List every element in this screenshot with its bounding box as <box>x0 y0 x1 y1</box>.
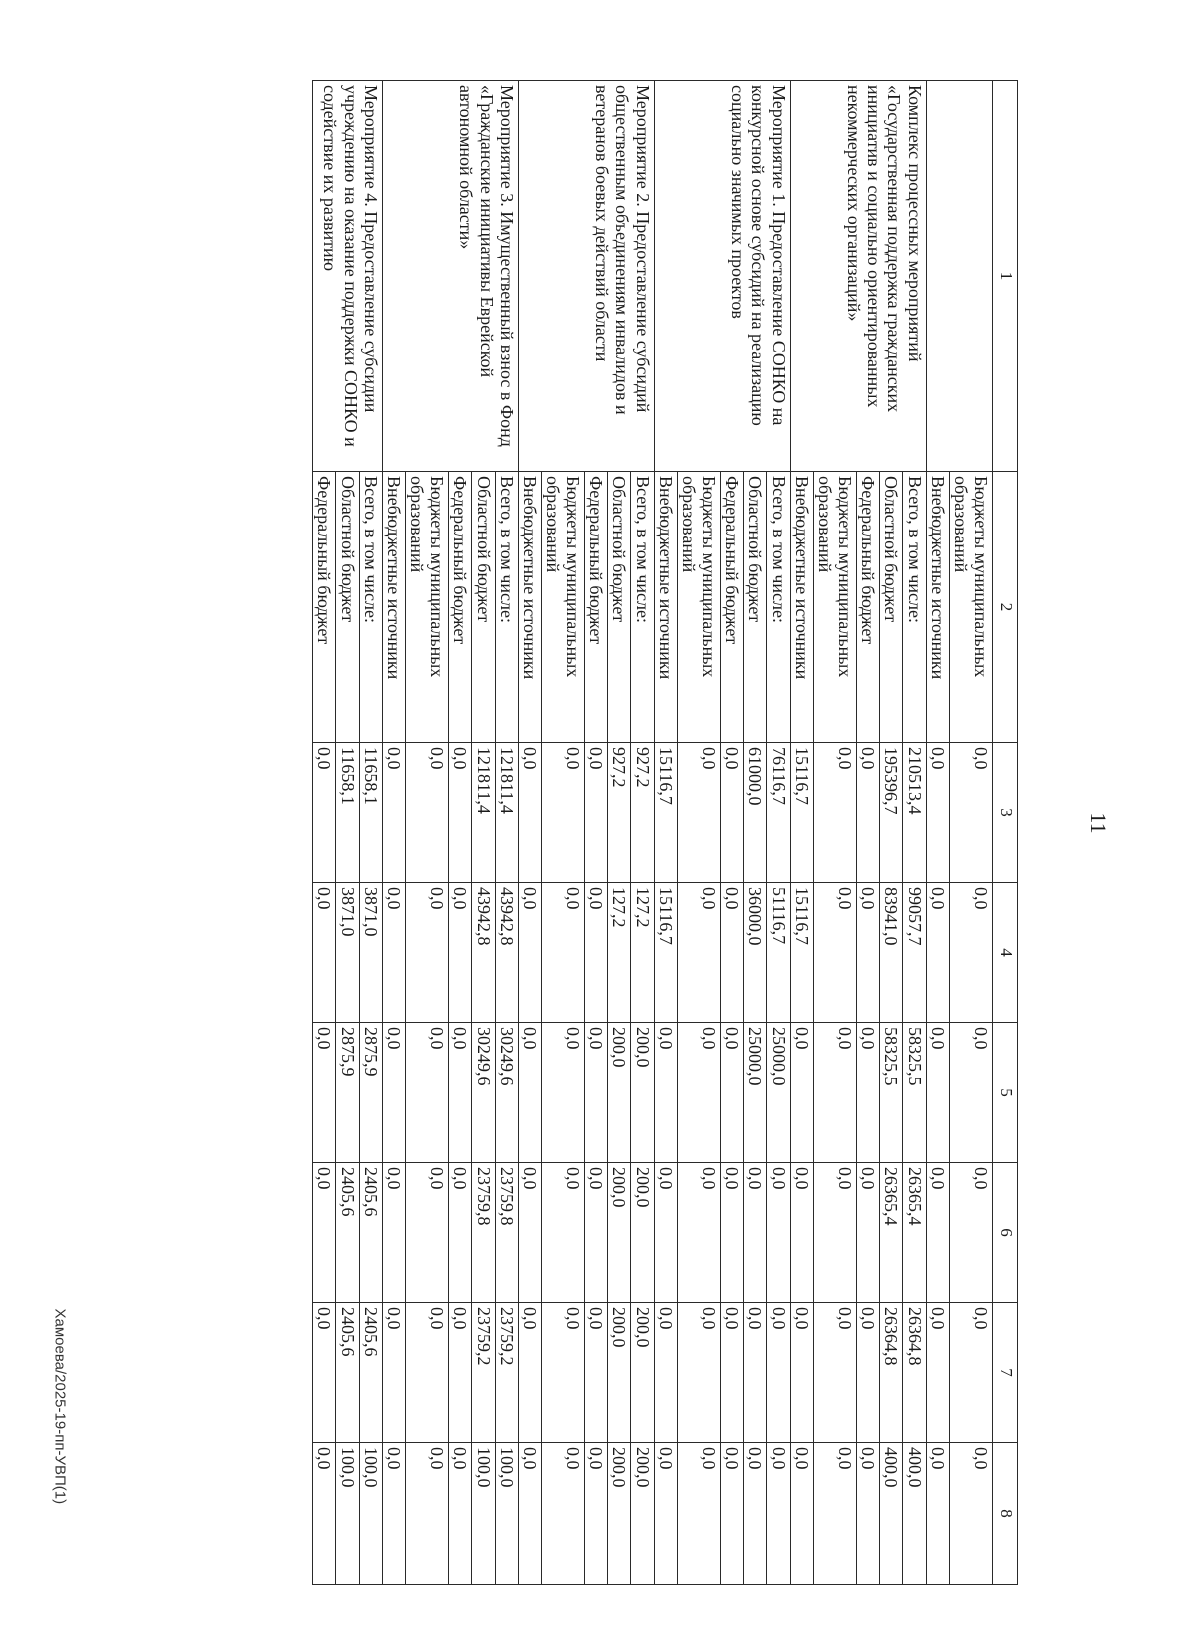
amount-cell: 0,0 <box>654 1443 677 1585</box>
amount-cell: 2875,9 <box>359 1023 382 1163</box>
column-number: 4 <box>993 883 1018 1023</box>
amount-cell: 210513,4 <box>903 743 926 883</box>
amount-cell: 0,0 <box>721 1443 744 1585</box>
amount-cell: 0,0 <box>313 1023 336 1163</box>
amount-cell: 0,0 <box>857 743 880 883</box>
funding-source-cell: Внебюджетные источники <box>654 472 677 743</box>
column-number: 2 <box>993 472 1018 743</box>
amount-cell: 200,0 <box>631 1443 654 1585</box>
amount-cell: 30249,6 <box>472 1023 495 1163</box>
amount-cell: 121811,4 <box>472 743 495 883</box>
amount-cell: 58325,5 <box>903 1023 926 1163</box>
amount-cell: 0,0 <box>541 1443 584 1585</box>
amount-cell: 0,0 <box>449 1443 472 1585</box>
amount-cell: 0,0 <box>654 1023 677 1163</box>
amount-cell: 0,0 <box>677 1443 720 1585</box>
amount-cell: 99057,7 <box>903 883 926 1023</box>
amount-cell: 61000,0 <box>744 743 767 883</box>
amount-cell: 15116,7 <box>654 883 677 1023</box>
table-row <box>903 81 926 1585</box>
amount-cell: 0,0 <box>721 743 744 883</box>
funding-source-cell: Всего, в том числе: <box>359 472 382 743</box>
amount-cell: 3871,0 <box>336 883 359 1023</box>
column-number: 7 <box>993 1303 1018 1443</box>
amount-cell: 927,2 <box>608 743 631 883</box>
amount-cell: 26364,8 <box>880 1303 903 1443</box>
amount-cell: 23759,2 <box>472 1303 495 1443</box>
amount-cell: 127,2 <box>631 883 654 1023</box>
amount-cell: 0,0 <box>449 1023 472 1163</box>
funding-source-cell: Федеральный бюджет <box>857 472 880 743</box>
column-number: 1 <box>993 81 1018 472</box>
amount-cell: 30249,6 <box>495 1023 518 1163</box>
amount-cell: 23759,8 <box>472 1163 495 1303</box>
amount-cell: 100,0 <box>359 1443 382 1585</box>
measure-title-cell: Мероприятие 1. Предоставление СОНКО на конкурсной основе субсидий на реализацию социально значимых проектов <box>654 81 790 472</box>
amount-cell: 0,0 <box>585 883 608 1023</box>
amount-cell: 0,0 <box>449 1303 472 1443</box>
amount-cell: 0,0 <box>677 1023 720 1163</box>
amount-cell: 0,0 <box>405 1023 448 1163</box>
column-number: 6 <box>993 1163 1018 1303</box>
amount-cell: 0,0 <box>790 1023 813 1163</box>
amount-cell: 0,0 <box>857 1303 880 1443</box>
amount-cell: 0,0 <box>721 1303 744 1443</box>
amount-cell: 11658,1 <box>359 743 382 883</box>
measure-title-cell: Мероприятие 2. Предоставление субсидий общественным объединениям инвалидов и ветеранов боевых действий области <box>518 81 654 472</box>
amount-cell: 0,0 <box>382 1023 405 1163</box>
amount-cell: 0,0 <box>677 1163 720 1303</box>
amount-cell: 0,0 <box>949 1163 992 1303</box>
amount-cell: 25000,0 <box>744 1023 767 1163</box>
amount-cell: 25000,0 <box>767 1023 790 1163</box>
funding-source-cell: Бюджеты муниципальных образований <box>813 472 856 743</box>
amount-cell: 195396,7 <box>880 743 903 883</box>
amount-cell: 121811,4 <box>495 743 518 883</box>
column-number: 3 <box>993 743 1018 883</box>
amount-cell: 0,0 <box>541 883 584 1023</box>
measure-title-cell <box>926 81 992 472</box>
amount-cell: 2405,6 <box>359 1303 382 1443</box>
amount-cell: 0,0 <box>949 883 992 1023</box>
amount-cell: 0,0 <box>926 743 949 883</box>
amount-cell: 0,0 <box>790 1303 813 1443</box>
amount-cell: 0,0 <box>949 743 992 883</box>
amount-cell: 0,0 <box>405 1303 448 1443</box>
funding-source-cell: Всего, в том числе: <box>495 472 518 743</box>
amount-cell: 200,0 <box>608 1303 631 1443</box>
amount-cell: 0,0 <box>313 1303 336 1443</box>
amount-cell: 0,0 <box>518 883 541 1023</box>
amount-cell: 100,0 <box>472 1443 495 1585</box>
amount-cell: 0,0 <box>518 1303 541 1443</box>
table-row <box>949 81 992 1585</box>
amount-cell: 0,0 <box>813 1163 856 1303</box>
page-number: 11 <box>1086 812 1111 834</box>
table-row <box>767 81 790 1585</box>
amount-cell: 0,0 <box>790 1163 813 1303</box>
funding-source-cell: Всего, в том числе: <box>767 472 790 743</box>
amount-cell: 0,0 <box>313 743 336 883</box>
amount-cell: 0,0 <box>813 1443 856 1585</box>
amount-cell: 11658,1 <box>336 743 359 883</box>
amount-cell: 0,0 <box>313 1443 336 1585</box>
amount-cell: 200,0 <box>608 1023 631 1163</box>
funding-source-cell: Всего, в том числе: <box>903 472 926 743</box>
amount-cell: 0,0 <box>405 1163 448 1303</box>
amount-cell: 0,0 <box>767 1303 790 1443</box>
amount-cell: 43942,8 <box>472 883 495 1023</box>
amount-cell: 15116,7 <box>654 743 677 883</box>
column-number: 8 <box>993 1443 1018 1585</box>
document-reference: Хамоева/2025-19-пп-УВП(1) <box>51 1308 69 1505</box>
amount-cell: 0,0 <box>721 883 744 1023</box>
amount-cell: 0,0 <box>382 1443 405 1585</box>
funding-source-cell: Бюджеты муниципальных образований <box>405 472 448 743</box>
amount-cell: 0,0 <box>857 1443 880 1585</box>
amount-cell: 0,0 <box>585 1163 608 1303</box>
amount-cell: 0,0 <box>744 1303 767 1443</box>
amount-cell: 2875,9 <box>336 1023 359 1163</box>
amount-cell: 0,0 <box>677 1303 720 1443</box>
amount-cell: 0,0 <box>744 1443 767 1585</box>
amount-cell: 0,0 <box>405 743 448 883</box>
amount-cell: 0,0 <box>449 743 472 883</box>
amount-cell: 0,0 <box>813 743 856 883</box>
amount-cell: 0,0 <box>518 1163 541 1303</box>
amount-cell: 26365,4 <box>903 1163 926 1303</box>
amount-cell: 36000,0 <box>744 883 767 1023</box>
amount-cell: 100,0 <box>495 1443 518 1585</box>
amount-cell: 43942,8 <box>495 883 518 1023</box>
amount-cell: 0,0 <box>790 1443 813 1585</box>
funding-source-cell: Бюджеты муниципальных образований <box>541 472 584 743</box>
amount-cell: 23759,2 <box>495 1303 518 1443</box>
amount-cell: 0,0 <box>585 743 608 883</box>
amount-cell: 0,0 <box>813 883 856 1023</box>
measure-title-cell: Мероприятие 4. Предоставление субсидии учреждению на оказание поддержки СОНКО и содействие их развитию <box>313 81 382 472</box>
amount-cell: 0,0 <box>926 1163 949 1303</box>
amount-cell: 0,0 <box>382 883 405 1023</box>
rotated-table-container <box>121 80 1018 1518</box>
amount-cell: 0,0 <box>541 1303 584 1443</box>
column-number: 5 <box>993 1023 1018 1163</box>
amount-cell: 0,0 <box>926 1023 949 1163</box>
funding-source-cell: Областной бюджет <box>336 472 359 743</box>
amount-cell: 2405,6 <box>336 1163 359 1303</box>
amount-cell: 15116,7 <box>790 883 813 1023</box>
amount-cell: 0,0 <box>677 883 720 1023</box>
funding-source-cell: Внебюджетные источники <box>518 472 541 743</box>
funding-source-cell: Областной бюджет <box>472 472 495 743</box>
amount-cell: 0,0 <box>926 1443 949 1585</box>
amount-cell: 0,0 <box>382 1163 405 1303</box>
funding-source-cell: Внебюджетные источники <box>926 472 949 743</box>
amount-cell: 0,0 <box>585 1443 608 1585</box>
funding-source-cell: Всего, в том числе: <box>631 472 654 743</box>
amount-cell: 0,0 <box>949 1443 992 1585</box>
amount-cell: 2405,6 <box>359 1163 382 1303</box>
amount-cell: 15116,7 <box>790 743 813 883</box>
amount-cell: 0,0 <box>405 1443 448 1585</box>
amount-cell: 0,0 <box>313 883 336 1023</box>
amount-cell: 0,0 <box>677 743 720 883</box>
amount-cell: 3871,0 <box>359 883 382 1023</box>
amount-cell: 200,0 <box>631 1023 654 1163</box>
amount-cell: 51116,7 <box>767 883 790 1023</box>
amount-cell: 0,0 <box>767 1443 790 1585</box>
amount-cell: 0,0 <box>813 1023 856 1163</box>
amount-cell: 26364,8 <box>903 1303 926 1443</box>
funding-source-cell: Областной бюджет <box>608 472 631 743</box>
table-row <box>495 81 518 1585</box>
amount-cell: 0,0 <box>857 1023 880 1163</box>
amount-cell: 0,0 <box>541 743 584 883</box>
amount-cell: 0,0 <box>405 883 448 1023</box>
amount-cell: 0,0 <box>541 1023 584 1163</box>
amount-cell: 0,0 <box>585 1303 608 1443</box>
amount-cell: 0,0 <box>449 883 472 1023</box>
amount-cell: 0,0 <box>518 743 541 883</box>
amount-cell: 26365,4 <box>880 1163 903 1303</box>
budget-table <box>312 80 1018 1585</box>
funding-source-cell: Федеральный бюджет <box>721 472 744 743</box>
amount-cell: 0,0 <box>721 1023 744 1163</box>
amount-cell: 76116,7 <box>767 743 790 883</box>
amount-cell: 200,0 <box>608 1163 631 1303</box>
amount-cell: 0,0 <box>585 1023 608 1163</box>
amount-cell: 0,0 <box>382 743 405 883</box>
amount-cell: 400,0 <box>903 1443 926 1585</box>
funding-source-cell: Бюджеты муниципальных образований <box>949 472 992 743</box>
measure-title-cell: Комплекс процессных мероприятий «Государственная поддержка гражданских инициатив и социально ориентированных некоммерческих организаций» <box>790 81 926 472</box>
funding-source-cell: Бюджеты муниципальных образований <box>677 472 720 743</box>
amount-cell: 127,2 <box>608 883 631 1023</box>
amount-cell: 0,0 <box>382 1303 405 1443</box>
amount-cell: 0,0 <box>857 1163 880 1303</box>
amount-cell: 0,0 <box>518 1023 541 1163</box>
amount-cell: 2405,6 <box>336 1303 359 1443</box>
funding-source-cell: Внебюджетные источники <box>382 472 405 743</box>
amount-cell: 0,0 <box>767 1163 790 1303</box>
amount-cell: 0,0 <box>518 1443 541 1585</box>
amount-cell: 0,0 <box>654 1163 677 1303</box>
amount-cell: 0,0 <box>926 883 949 1023</box>
amount-cell: 100,0 <box>336 1443 359 1585</box>
budget-table-body <box>313 81 1018 1585</box>
amount-cell: 23759,8 <box>495 1163 518 1303</box>
amount-cell: 400,0 <box>880 1443 903 1585</box>
column-number-row <box>993 81 1018 1585</box>
amount-cell: 0,0 <box>926 1303 949 1443</box>
table-row <box>359 81 382 1585</box>
amount-cell: 83941,0 <box>880 883 903 1023</box>
amount-cell: 58325,5 <box>880 1023 903 1163</box>
amount-cell: 0,0 <box>449 1163 472 1303</box>
amount-cell: 0,0 <box>949 1303 992 1443</box>
amount-cell: 0,0 <box>813 1303 856 1443</box>
amount-cell: 0,0 <box>721 1163 744 1303</box>
amount-cell: 200,0 <box>631 1303 654 1443</box>
measure-title-cell: Мероприятие 3. Имущественный взнос в Фонд «Гражданские инициативы Еврейской автономной области» <box>382 81 518 472</box>
funding-source-cell: Областной бюджет <box>744 472 767 743</box>
funding-source-cell: Областной бюджет <box>880 472 903 743</box>
amount-cell: 0,0 <box>313 1163 336 1303</box>
amount-cell: 200,0 <box>608 1443 631 1585</box>
funding-source-cell: Федеральный бюджет <box>313 472 336 743</box>
amount-cell: 927,2 <box>631 743 654 883</box>
funding-source-cell: Внебюджетные источники <box>790 472 813 743</box>
amount-cell: 0,0 <box>744 1163 767 1303</box>
amount-cell: 0,0 <box>949 1023 992 1163</box>
table-row <box>631 81 654 1585</box>
funding-source-cell: Федеральный бюджет <box>585 472 608 743</box>
amount-cell: 0,0 <box>654 1303 677 1443</box>
funding-source-cell: Федеральный бюджет <box>449 472 472 743</box>
amount-cell: 0,0 <box>541 1163 584 1303</box>
amount-cell: 0,0 <box>857 883 880 1023</box>
amount-cell: 200,0 <box>631 1163 654 1303</box>
